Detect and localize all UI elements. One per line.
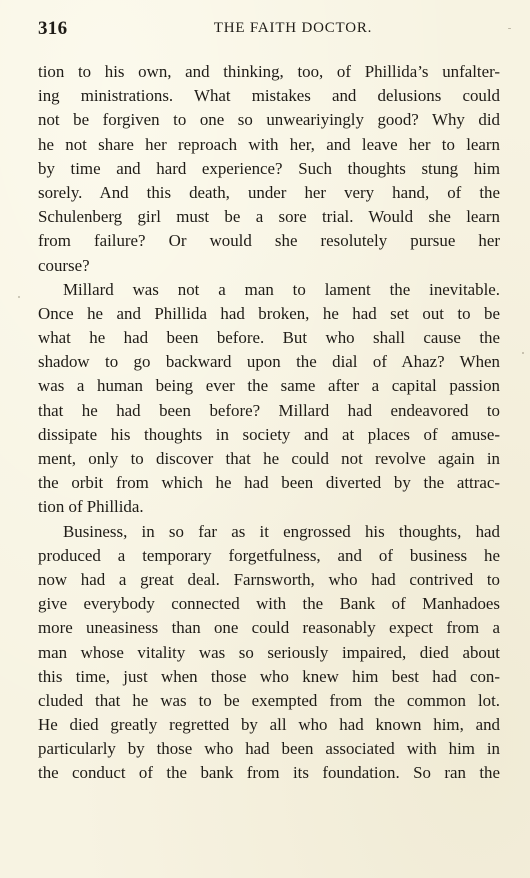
- paper-speck: [522, 352, 524, 354]
- paragraph: [38, 60, 500, 278]
- text-line: not be forgiven to one so unweariyingly good? Why did: [38, 110, 500, 130]
- text-line: the conduct of the bank from its foundation. So ran the: [38, 763, 500, 783]
- text-line: now had a great deal. Farnsworth, who had contrived to: [38, 569, 500, 589]
- text-line: produced a temporary forgetfulness, and of business he: [38, 545, 500, 565]
- text-line: dissipate his thoughts in society and at places of amuse-: [38, 424, 500, 444]
- text-line: he not share her reproach with her, and leave her to learn: [38, 134, 500, 154]
- text-line: Once he and Phillida had broken, he had set out to be: [38, 303, 500, 323]
- text-line: by time and hard experience? Such thoughts stung him: [38, 158, 500, 178]
- text-line: He died greatly regretted by all who had known him, and: [38, 715, 500, 735]
- paper-speck: [18, 296, 20, 298]
- text-line: ing ministrations. What mistakes and delusions could: [38, 86, 500, 106]
- text-line: particularly by those who had been associated with him in: [38, 739, 500, 759]
- paragraph: [38, 520, 500, 786]
- running-head: THE FAITH DOCTOR.: [213, 20, 373, 36]
- text-line: course?: [38, 255, 90, 275]
- text-line: tion to his own, and thinking, too, of Phillida’s unfalter-: [38, 62, 500, 81]
- text-line: shadow to go backward upon the dial of Ahaz? When: [38, 352, 500, 372]
- text-line: more uneasiness than one could reasonably expect from a: [38, 618, 500, 638]
- text-line: sorely. And this death, under her very hand, of the: [38, 182, 500, 202]
- text-line: from failure? Or would she resolutely pursue her: [38, 231, 500, 251]
- text-line: what he had been before. But who shall cause the: [38, 328, 500, 348]
- text-line: cluded that he was to be exempted from the common lot.: [38, 690, 500, 710]
- paragraph: [38, 278, 500, 520]
- text-line: the orbit from which he had been diverted by the attrac-: [38, 473, 500, 493]
- text-line: tion of Phillida.: [38, 497, 144, 517]
- text-line: ment, only to discover that he could not revolve again in: [38, 449, 500, 468]
- paper-speck: [508, 28, 511, 29]
- body-text: [38, 60, 500, 786]
- text-line: give everybody connected with the Bank of Manhadoes: [38, 594, 500, 614]
- text-line: Business, in so far as it engrossed his thoughts, had: [63, 521, 500, 541]
- page-header: [38, 18, 500, 46]
- text-line: Schulenberg girl must be a sore trial. Would she learn: [38, 207, 500, 227]
- text-line: that he had been before? Millard had endeavored to: [38, 400, 500, 420]
- text-line: was a human being ever the same after a capital passion: [38, 376, 500, 396]
- text-line: man whose vitality was so seriously impaired, died about: [38, 642, 500, 662]
- text-line: Millard was not a man to lament the inevitable.: [63, 279, 500, 299]
- page-number: 316: [38, 18, 68, 39]
- text-line: this time, just when those who knew him best had con-: [38, 666, 500, 686]
